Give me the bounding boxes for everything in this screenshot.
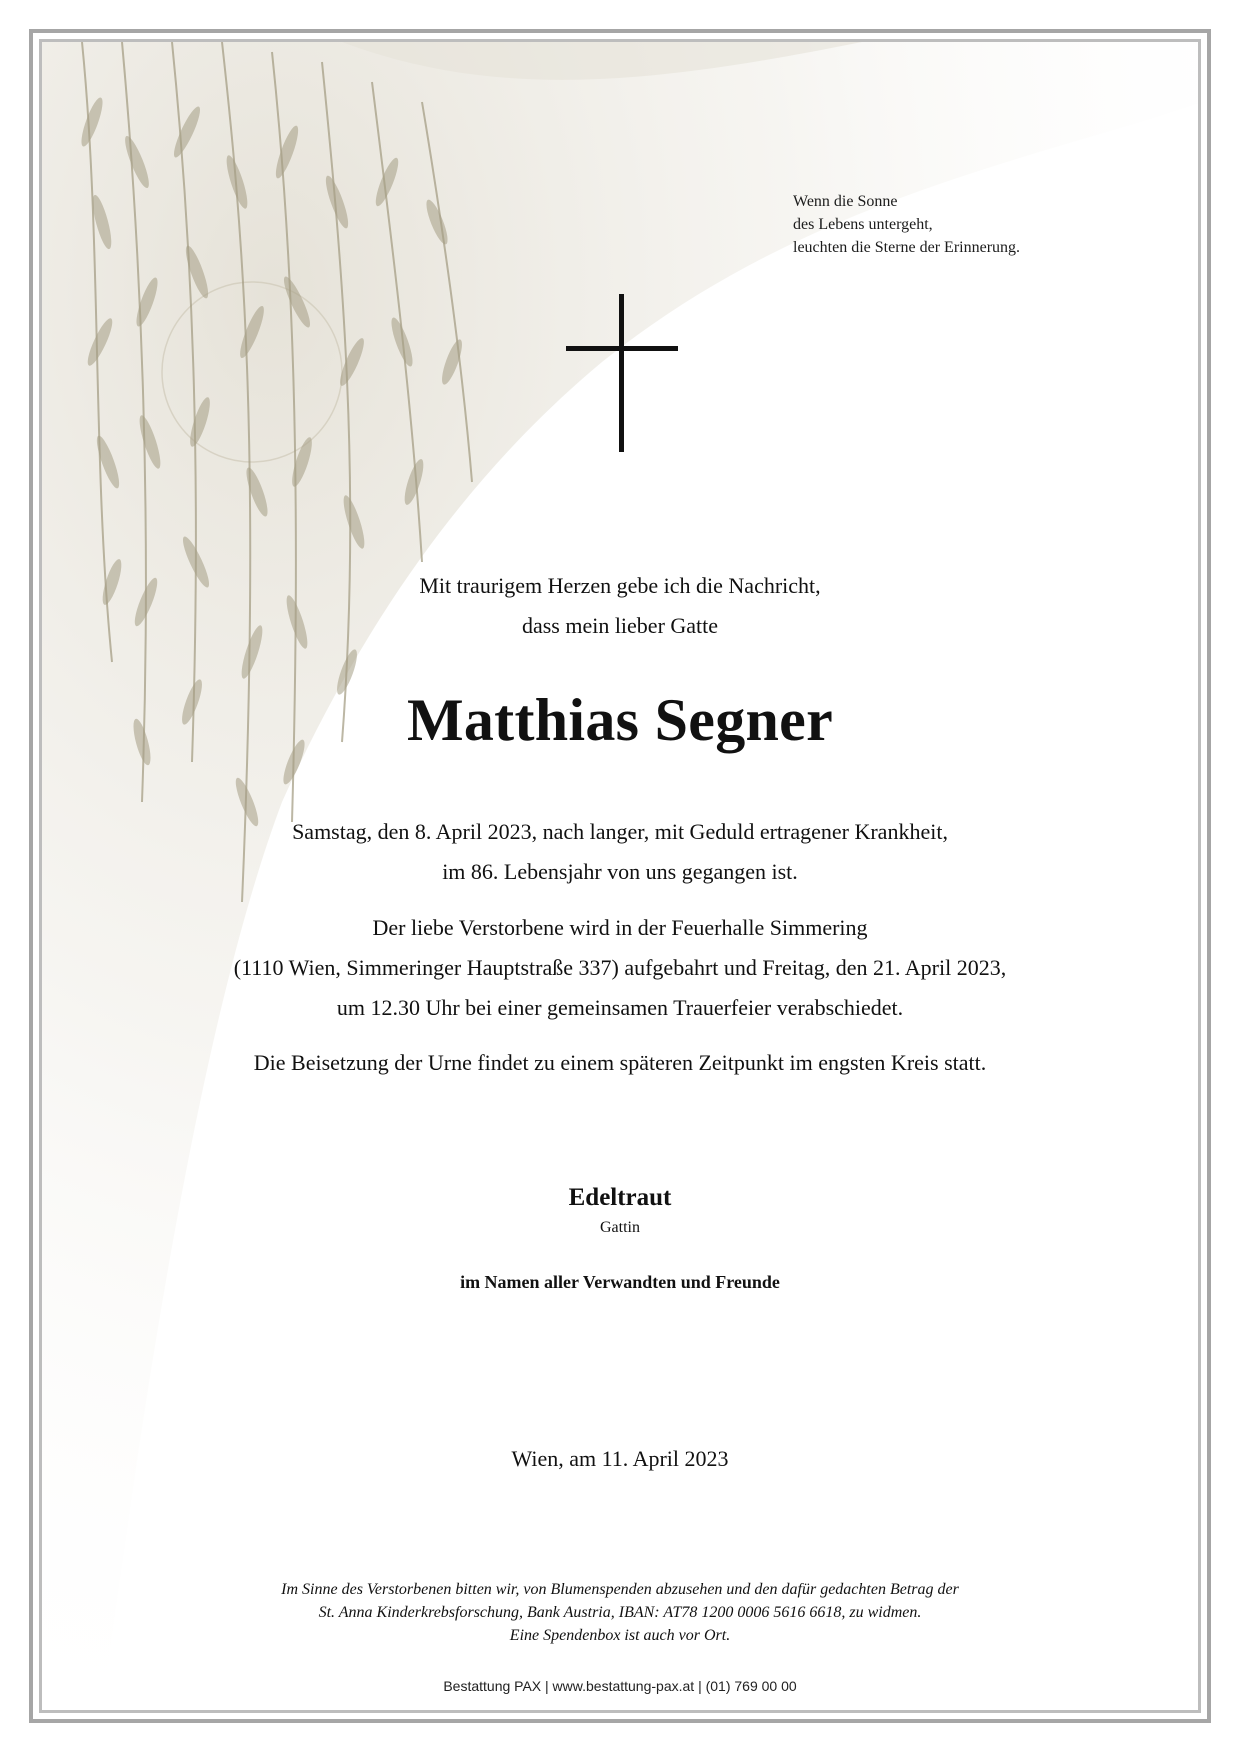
donation-request [120, 1578, 1120, 1647]
on-behalf-line: im Namen aller Verwandten und Freunde [460, 1272, 780, 1292]
mourner-name: Edeltraut [568, 1184, 672, 1211]
deceased-name: Matthias Segner [406, 687, 834, 753]
funeral-home-footer: Bestattung PAX | www.bestattung-pax.at | (01) 769 00 00 [443, 1678, 797, 1694]
intro-line: dass mein lieber Gatte [521, 613, 719, 638]
motto-verse [793, 190, 1123, 259]
ceremony-line: Der liebe Verstorbene wird in der Feuerhalle Simmering [372, 915, 868, 940]
place-date: Wien, am 11. April 2023 [511, 1446, 729, 1471]
mourner-relation: Gattin [600, 1219, 640, 1236]
motto-line: leuchten die Sterne der Erinnerung. [793, 239, 1021, 256]
latin-cross-icon [562, 294, 682, 454]
donation-line: St. Anna Kinderkrebsforschung, Bank Austria, IBAN: AT78 1200 0006 5616 6618, zu widmen. [318, 1604, 922, 1621]
ceremony-line: (1110 Wien, Simmeringer Hauptstraße 337) aufgebahrt und Freitag, den 21. April 2023, [233, 955, 1007, 980]
motto-line: Wenn die Sonne [793, 193, 898, 210]
intro-text [120, 566, 1120, 646]
death-notice [120, 812, 1120, 892]
burial-notice: Die Beisetzung der Urne findet zu einem späteren Zeitpunkt im engsten Kreis statt. [253, 1050, 987, 1075]
motto-line: des Lebens untergeht, [793, 216, 933, 233]
donation-line: Im Sinne des Verstorbenen bitten wir, von Blumenspenden abzusehen und den dafür gedachten Betrag der [281, 1581, 959, 1598]
ceremony-line: um 12.30 Uhr bei einer gemeinsamen Trauerfeier verabschiedet. [336, 995, 904, 1020]
death-line: im 86. Lebensjahr von uns gegangen ist. [442, 859, 798, 884]
ceremony-notice [120, 908, 1120, 1028]
donation-line: Eine Spendenbox ist auch vor Ort. [509, 1627, 731, 1644]
intro-line: Mit traurigem Herzen gebe ich die Nachricht, [419, 573, 821, 598]
death-line: Samstag, den 8. April 2023, nach langer, mit Geduld ertragener Krankheit, [292, 819, 948, 844]
